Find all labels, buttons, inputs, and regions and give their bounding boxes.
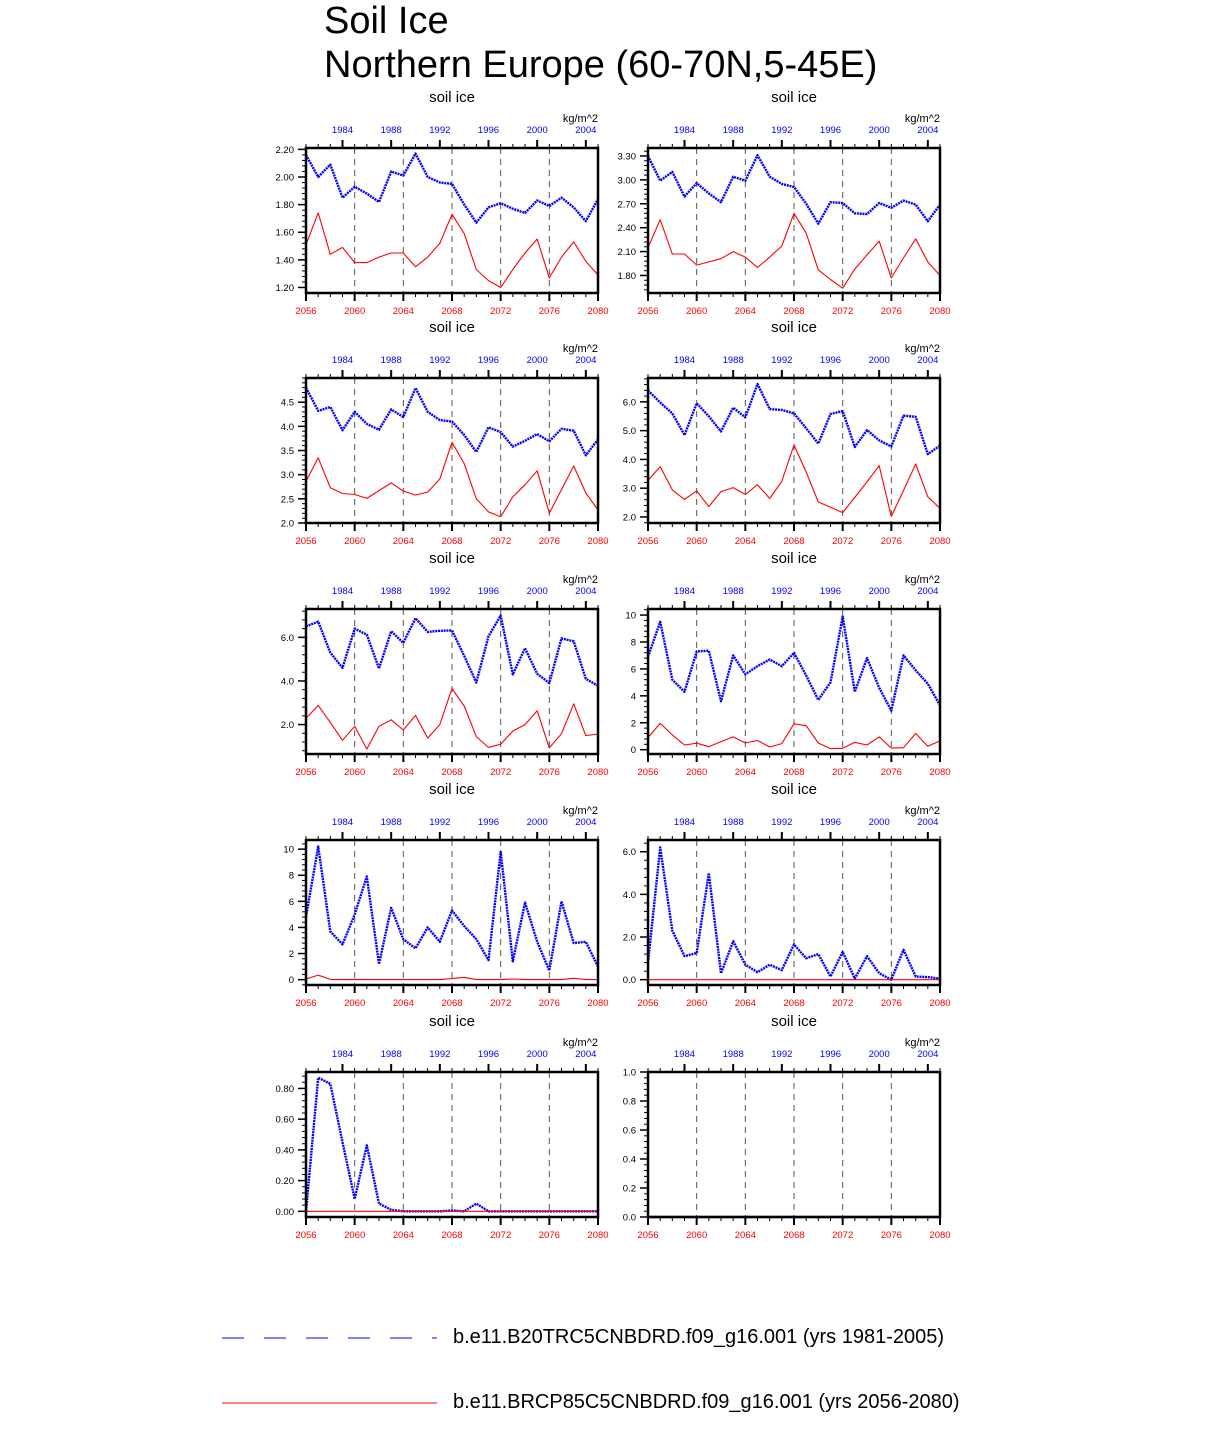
y-tick-label: 1.40 [275, 255, 294, 267]
y-tick-label: 1.80 [275, 200, 294, 212]
y-tick-label: 0.80 [275, 1083, 294, 1095]
y-tick-label: 1.20 [275, 282, 294, 294]
x-top-tick-label: 1984 [673, 586, 696, 597]
x-top-tick-label: 1984 [331, 817, 354, 828]
x-tick-label: 2080 [587, 767, 609, 778]
y-tick-label: 4.5 [280, 397, 294, 409]
y-tick-label: 2 [288, 949, 294, 961]
x-tick-label: 2068 [783, 767, 805, 778]
x-tick-label: 2072 [832, 536, 854, 547]
x-tick-label: 2068 [783, 998, 805, 1009]
x-tick-label: 2064 [392, 306, 414, 317]
x-tick-label: 2072 [832, 767, 854, 778]
y-tick-label: 10 [283, 844, 294, 856]
x-tick-label: 2056 [295, 767, 317, 778]
x-tick-label: 2080 [929, 1230, 951, 1241]
x-tick-label: 2068 [441, 536, 463, 547]
x-top-tick-label: 1984 [673, 355, 696, 366]
x-top-tick-label: 2004 [917, 355, 939, 366]
y-tick-label: 4.0 [280, 421, 294, 433]
x-tick-label: 2072 [832, 1230, 854, 1241]
legend-label-historical: b.e11.B20TRC5CNBDRD.f09_g16.001 (yrs 1981-2005) [453, 1326, 945, 1348]
y-tick-label: 2.0 [622, 932, 636, 944]
x-tick-label: 2056 [295, 1230, 317, 1241]
panel-title: soil ice [429, 89, 475, 106]
x-top-tick-label: 1984 [673, 817, 696, 828]
y-tick-label: 2.40 [617, 223, 636, 235]
y-tick-label: 0 [630, 745, 636, 757]
x-top-tick-label: 1996 [819, 355, 842, 366]
y-tick-label: 3.00 [617, 175, 636, 187]
x-tick-label: 2064 [734, 767, 756, 778]
y-tick-label: 0.8 [622, 1096, 636, 1108]
y-tick-label: 4 [288, 922, 294, 934]
panel-title: soil ice [429, 319, 475, 336]
x-top-tick-label: 2004 [917, 817, 939, 828]
y-tick-label: 2.0 [280, 518, 294, 530]
y-tick-label: 3.0 [280, 470, 294, 482]
y-tick-label: 2.70 [617, 199, 636, 211]
x-top-tick-label: 1996 [477, 355, 500, 366]
y-tick-label: 8 [630, 637, 636, 649]
x-top-tick-label: 1984 [673, 1049, 696, 1060]
y-tick-label: 2.5 [280, 494, 294, 506]
x-tick-label: 2076 [538, 998, 560, 1009]
x-top-tick-label: 2000 [526, 586, 548, 597]
x-tick-label: 2080 [587, 536, 609, 547]
x-top-tick-label: 2000 [868, 1049, 890, 1060]
units-label: kg/m^2 [904, 574, 940, 586]
units-label: kg/m^2 [562, 574, 598, 586]
x-top-tick-label: 1992 [771, 355, 793, 366]
y-tick-label: 0 [288, 975, 294, 987]
y-tick-label: 0.0 [622, 975, 636, 987]
x-tick-label: 2056 [637, 767, 659, 778]
panel-title: soil ice [429, 550, 475, 567]
x-top-tick-label: 2000 [526, 817, 548, 828]
x-top-tick-label: 1992 [429, 355, 451, 366]
x-tick-label: 2076 [880, 306, 902, 317]
x-top-tick-label: 1988 [722, 817, 744, 828]
y-tick-label: 4.0 [622, 454, 636, 466]
x-top-tick-label: 1996 [819, 817, 842, 828]
y-tick-label: 0.00 [275, 1206, 294, 1218]
x-tick-label: 2072 [490, 1230, 512, 1241]
x-tick-label: 2064 [734, 998, 756, 1009]
x-tick-label: 2060 [686, 306, 708, 317]
units-label: kg/m^2 [904, 805, 940, 817]
x-top-tick-label: 1984 [331, 125, 354, 136]
x-tick-label: 2060 [686, 767, 708, 778]
y-tick-label: 4.0 [280, 676, 294, 688]
x-top-tick-label: 2004 [575, 1049, 597, 1060]
y-tick-label: 10 [625, 610, 636, 622]
y-tick-label: 0.6 [622, 1125, 636, 1137]
x-tick-label: 2056 [295, 536, 317, 547]
x-tick-label: 2076 [538, 767, 560, 778]
panel-title: soil ice [771, 1013, 817, 1030]
x-tick-label: 2056 [295, 306, 317, 317]
x-top-tick-label: 1984 [673, 125, 696, 136]
x-tick-label: 2056 [637, 306, 659, 317]
x-top-tick-label: 1988 [722, 355, 744, 366]
x-tick-label: 2080 [929, 998, 951, 1009]
units-label: kg/m^2 [904, 1037, 940, 1049]
x-tick-label: 2056 [637, 1230, 659, 1241]
x-tick-label: 2080 [587, 306, 609, 317]
units-label: kg/m^2 [562, 805, 598, 817]
x-top-tick-label: 2000 [526, 1049, 548, 1060]
x-top-tick-label: 1992 [771, 125, 793, 136]
x-top-tick-label: 1996 [477, 586, 500, 597]
x-tick-label: 2076 [880, 536, 902, 547]
x-top-tick-label: 2000 [868, 817, 890, 828]
y-tick-label: 0.20 [275, 1176, 294, 1188]
panel-title: soil ice [771, 550, 817, 567]
x-top-tick-label: 1992 [771, 586, 793, 597]
x-tick-label: 2064 [392, 536, 414, 547]
y-tick-label: 0.0 [622, 1212, 636, 1224]
x-tick-label: 2064 [734, 536, 756, 547]
x-tick-label: 2060 [686, 1230, 708, 1241]
x-top-tick-label: 1984 [331, 355, 354, 366]
x-top-tick-label: 1996 [819, 1049, 842, 1060]
y-tick-label: 0.2 [622, 1183, 636, 1195]
x-tick-label: 2068 [441, 306, 463, 317]
y-tick-label: 5.0 [622, 426, 636, 438]
units-label: kg/m^2 [904, 113, 940, 125]
y-tick-label: 6.0 [622, 847, 636, 859]
x-tick-label: 2080 [587, 1230, 609, 1241]
y-tick-label: 1.60 [275, 227, 294, 239]
x-top-tick-label: 2004 [917, 1049, 939, 1060]
x-tick-label: 2068 [783, 1230, 805, 1241]
x-top-tick-label: 1984 [331, 1049, 354, 1060]
y-tick-label: 2.20 [275, 144, 294, 156]
x-top-tick-label: 2004 [917, 586, 939, 597]
x-top-tick-label: 2004 [575, 355, 597, 366]
x-tick-label: 2076 [880, 998, 902, 1009]
x-tick-label: 2080 [929, 767, 951, 778]
y-tick-label: 2.10 [617, 247, 636, 259]
x-top-tick-label: 1988 [380, 817, 402, 828]
x-top-tick-label: 2004 [575, 817, 597, 828]
x-top-tick-label: 1996 [477, 125, 500, 136]
x-tick-label: 2076 [880, 1230, 902, 1241]
x-tick-label: 2068 [783, 306, 805, 317]
y-tick-label: 3.0 [622, 483, 636, 495]
y-tick-label: 1.80 [617, 270, 636, 282]
x-top-tick-label: 1996 [477, 817, 500, 828]
x-tick-label: 2064 [392, 998, 414, 1009]
x-top-tick-label: 1996 [819, 125, 842, 136]
x-tick-label: 2072 [832, 306, 854, 317]
x-tick-label: 2080 [587, 998, 609, 1009]
x-top-tick-label: 1988 [722, 1049, 744, 1060]
x-tick-label: 2060 [344, 767, 366, 778]
x-top-tick-label: 1984 [331, 586, 354, 597]
y-tick-label: 3.30 [617, 151, 636, 163]
y-tick-label: 3.5 [280, 446, 294, 457]
x-tick-label: 2076 [880, 767, 902, 778]
units-label: kg/m^2 [562, 1037, 598, 1049]
x-tick-label: 2060 [344, 536, 366, 547]
x-tick-label: 2076 [538, 306, 560, 317]
x-tick-label: 2056 [295, 998, 317, 1009]
x-tick-label: 2072 [490, 536, 512, 547]
x-tick-label: 2072 [490, 767, 512, 778]
y-tick-label: 4.0 [622, 889, 636, 901]
x-tick-label: 2060 [344, 998, 366, 1009]
x-tick-label: 2064 [392, 1230, 414, 1241]
x-top-tick-label: 1992 [429, 817, 451, 828]
units-label: kg/m^2 [562, 343, 598, 355]
y-tick-label: 0.4 [622, 1154, 636, 1166]
x-tick-label: 2068 [783, 536, 805, 547]
y-tick-label: 2.0 [280, 720, 294, 732]
y-tick-label: 8 [288, 870, 294, 882]
x-tick-label: 2068 [441, 998, 463, 1009]
x-top-tick-label: 1992 [429, 1049, 451, 1060]
x-top-tick-label: 1992 [429, 586, 451, 597]
x-top-tick-label: 2004 [575, 125, 597, 136]
x-tick-label: 2068 [441, 1230, 463, 1241]
x-tick-label: 2060 [344, 306, 366, 317]
x-top-tick-label: 2000 [868, 355, 890, 366]
y-tick-label: 2.00 [275, 172, 294, 184]
x-top-tick-label: 1988 [722, 125, 744, 136]
x-tick-label: 2080 [929, 306, 951, 317]
x-tick-label: 2064 [734, 306, 756, 317]
y-tick-label: 2 [630, 718, 636, 730]
x-top-tick-label: 1992 [771, 817, 793, 828]
panel-title: soil ice [429, 1013, 475, 1030]
y-tick-label: 0.60 [275, 1114, 294, 1126]
x-top-tick-label: 2000 [868, 586, 890, 597]
x-tick-label: 2072 [832, 998, 854, 1009]
x-tick-label: 2056 [637, 536, 659, 547]
x-top-tick-label: 1996 [819, 586, 842, 597]
y-tick-label: 4 [630, 691, 636, 703]
x-top-tick-label: 1988 [380, 1049, 402, 1060]
panel-title: soil ice [429, 781, 475, 798]
x-tick-label: 2076 [538, 536, 560, 547]
panel-title: soil ice [771, 319, 817, 336]
x-tick-label: 2056 [637, 998, 659, 1009]
units-label: kg/m^2 [562, 113, 598, 125]
x-top-tick-label: 2004 [917, 125, 939, 136]
x-tick-label: 2064 [734, 1230, 756, 1241]
panel-title: soil ice [771, 781, 817, 798]
y-tick-label: 6 [630, 664, 636, 676]
x-tick-label: 2080 [929, 536, 951, 547]
x-tick-label: 2060 [344, 1230, 366, 1241]
x-tick-label: 2072 [490, 998, 512, 1009]
x-top-tick-label: 2004 [575, 586, 597, 597]
x-top-tick-label: 2000 [526, 125, 548, 136]
chart-title: Soil Ice [324, 0, 449, 42]
x-top-tick-label: 2000 [526, 355, 548, 366]
x-top-tick-label: 1988 [380, 586, 402, 597]
x-tick-label: 2072 [490, 306, 512, 317]
x-top-tick-label: 1996 [477, 1049, 500, 1060]
y-tick-label: 6 [288, 896, 294, 908]
chart-subtitle: Northern Europe (60-70N,5-45E) [324, 44, 878, 86]
x-top-tick-label: 1988 [380, 355, 402, 366]
y-tick-label: 6.0 [622, 397, 636, 409]
panel-title: soil ice [771, 89, 817, 106]
x-top-tick-label: 1992 [429, 125, 451, 136]
legend-label-future: b.e11.BRCP85C5CNBDRD.f09_g16.001 (yrs 2056-2080) [453, 1391, 960, 1413]
units-label: kg/m^2 [904, 343, 940, 355]
x-top-tick-label: 1988 [380, 125, 402, 136]
x-top-tick-label: 2000 [868, 125, 890, 136]
x-tick-label: 2068 [441, 767, 463, 778]
y-tick-label: 6.0 [280, 632, 294, 644]
x-top-tick-label: 1992 [771, 1049, 793, 1060]
y-tick-label: 1.0 [622, 1067, 636, 1079]
x-tick-label: 2060 [686, 998, 708, 1009]
y-tick-label: 2.0 [622, 512, 636, 524]
x-tick-label: 2060 [686, 536, 708, 547]
x-tick-label: 2076 [538, 1230, 560, 1241]
x-top-tick-label: 1988 [722, 586, 744, 597]
x-tick-label: 2064 [392, 767, 414, 778]
y-tick-label: 0.40 [275, 1145, 294, 1157]
